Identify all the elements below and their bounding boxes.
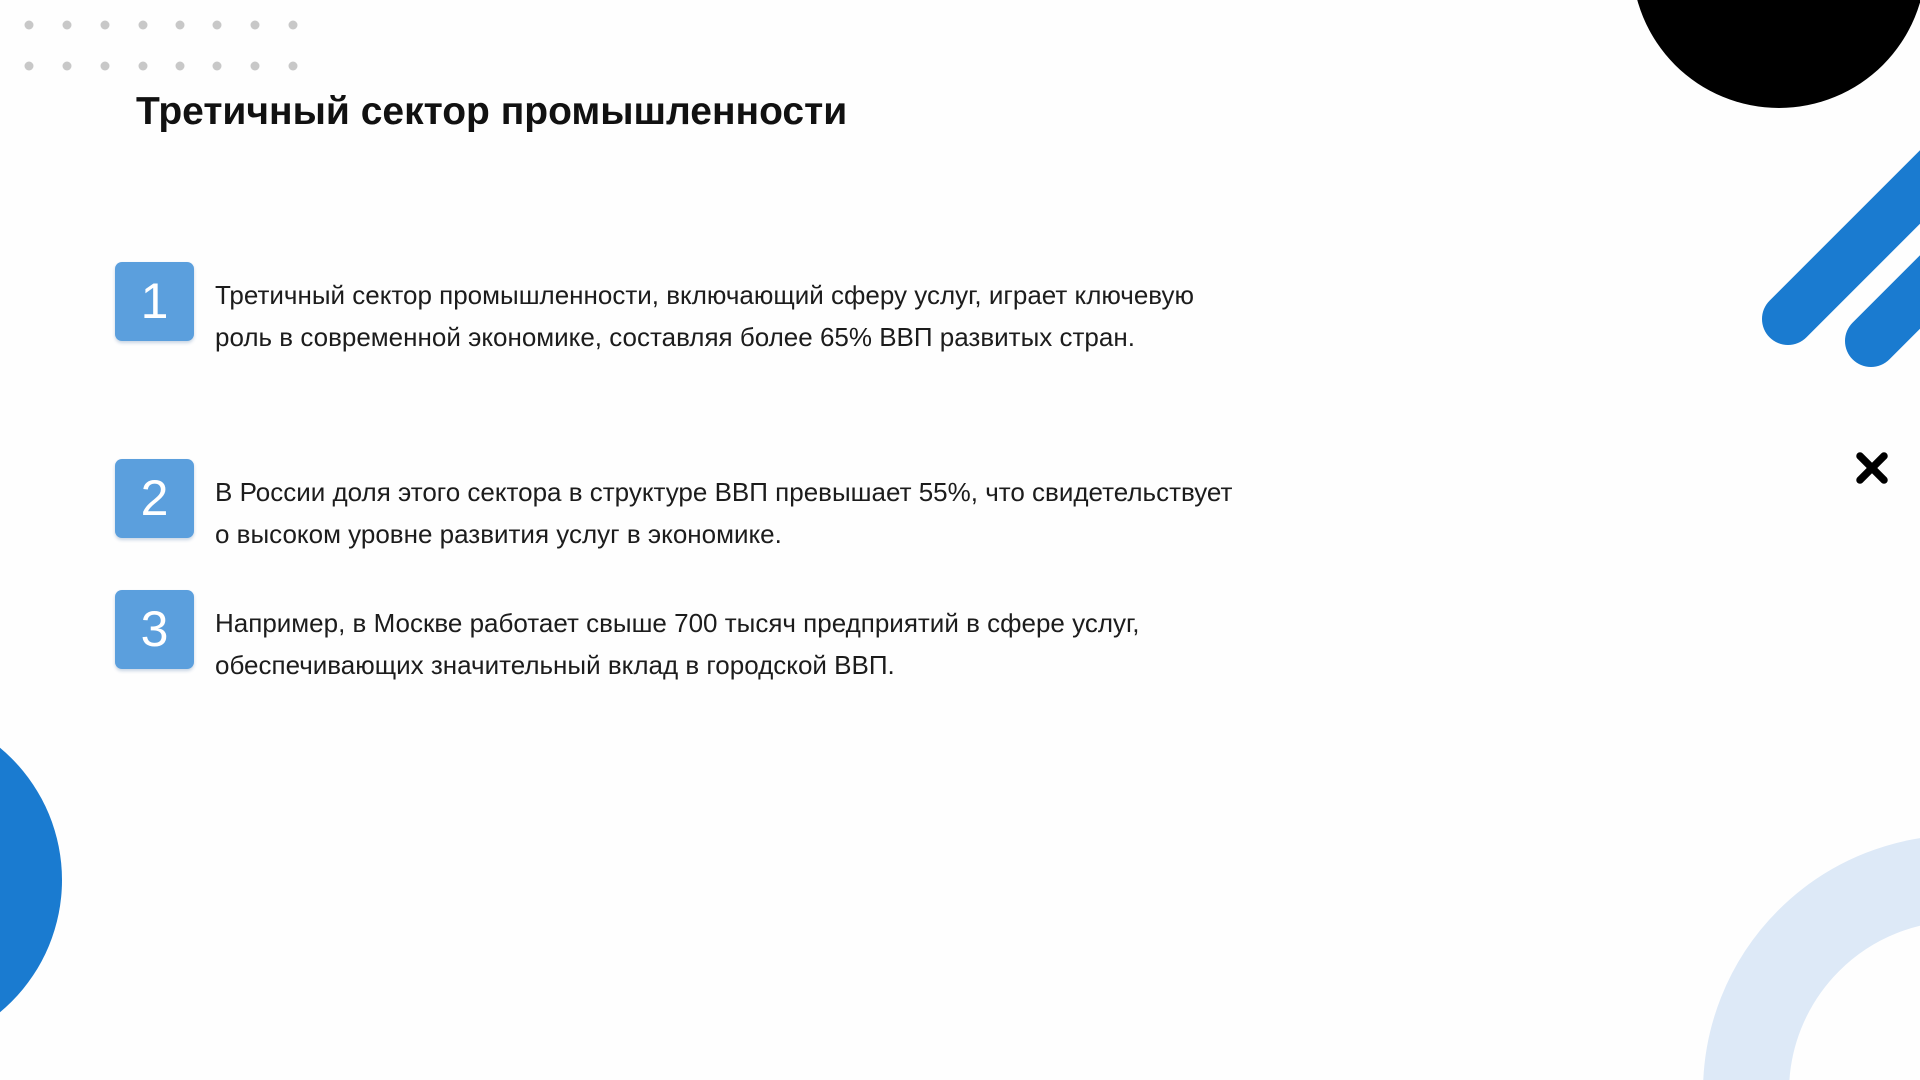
close-x-icon: [1854, 450, 1890, 486]
blue-half-circle-decoration: [0, 720, 70, 1040]
number-badge: 2: [115, 459, 194, 538]
black-circle-decoration: [1600, 0, 1920, 120]
list-item-text: В России доля этого сектора в структуре ВВП превышает 55%, что свидетельствует о высоком уровне развития услуг в экономике.: [215, 477, 1233, 549]
number-badge: 3: [115, 590, 194, 669]
light-blue-arc-decoration: [1700, 810, 1920, 1080]
list-item-text: Например, в Москве работает свыше 700 тысяч предприятий в сфере услуг, обеспечивающих значительный вклад в городской ВВП.: [215, 608, 1140, 680]
blue-diagonal-stripes-decoration: [1740, 130, 1920, 390]
dot-grid-decoration: [23, 18, 303, 74]
list-item-text: Третичный сектор промышленности, включающий сферу услуг, играет ключевую роль в современной экономике, составляя более 65% ВВП развитых стран.: [215, 280, 1195, 352]
slide-title: Третичный сектор промышленности: [136, 90, 848, 133]
number-badge: 1: [115, 262, 194, 341]
